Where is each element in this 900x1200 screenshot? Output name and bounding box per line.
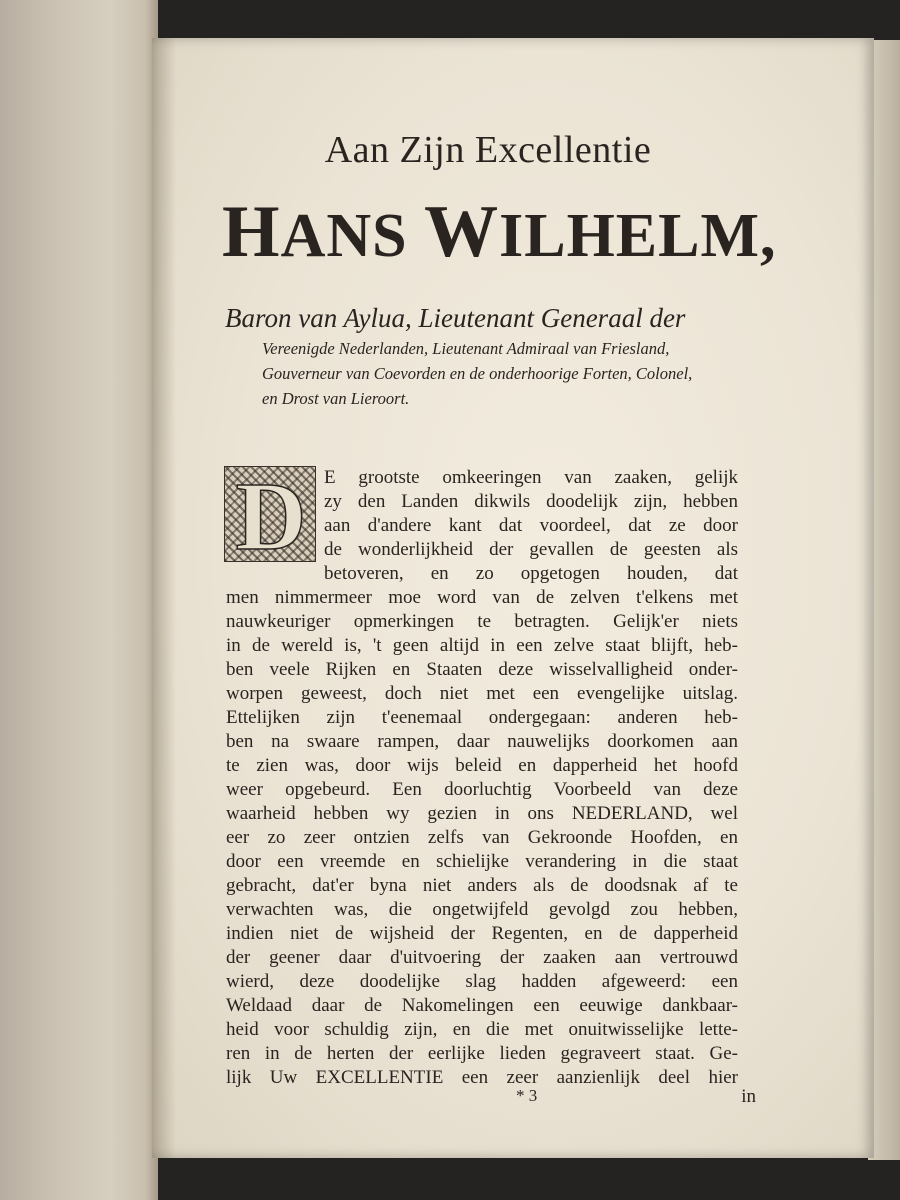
dedication-salutation: Aan Zijn Excellentie [324,129,652,171]
body-line: ren in de herten der eerlijke lieden gegraveert staat. Ge- [226,1043,738,1064]
body-line: aan d'andere kant dat voordeel, dat ze door [324,515,738,536]
name-first-rest: ANS [280,202,408,270]
body-line: heid voor schuldig zijn, en die met onuitwisselijke lette- [226,1019,738,1040]
body-text [226,466,738,1090]
body-line: der geener daar d'uitvoering der zaaken aan vertrouwd [226,947,738,968]
titles-block [262,336,742,411]
catchword: in [741,1086,756,1107]
body-line: Weldaad daar de Nakomelingen een eeuwige dankbaar- [226,995,738,1016]
body-line: men nimmermeer moe word van de zelven t'elkens met [226,587,738,608]
body-line: betoveren, en zo opgetogen houden, dat [324,563,738,584]
left-page-edge [0,0,158,1200]
body-line: in de wereld is, 't geen altijd in een zelve staat blijft, heb- [226,635,738,656]
dedicatee-name [222,190,777,275]
body-line: ben veele Rijken en Staaten deze wisselvalligheid onder- [226,659,738,680]
body-line: verwachten was, die ongetwijfeld gevolgd zou hebben, [226,899,738,920]
body-line: gebracht, dat'er byna niet anders als de doodsnak af te [226,875,738,896]
body-line: wierd, deze doodelijke slag hadden afgeweerd: een [226,971,738,992]
body-line: waarheid hebben wy gezien in ons NEDERLAND, wel [226,803,738,824]
body-line: door een vreemde en schielijke verandering in die staat [226,851,738,872]
page-footer [516,1086,756,1116]
titles-main: Baron van Aylua, Lieutenant Generaal der [225,303,686,333]
name-first-initial: H [222,191,281,273]
body-line: Ettelijken zijn t'eenemaal ondergegaan: anderen heb- [226,707,738,728]
body-line: nauwkeuriger opmerkingen te betragten. Gelijk'er niets [226,611,738,632]
drop-cap-letter: D [235,463,307,571]
body-line: weer opgebeurd. Een doorluchtig Voorbeeld van deze [226,779,738,800]
body-line: te zien was, door wijs beleid en dapperheid het hoofd [226,755,738,776]
body-line: indien niet de wijsheid der Regenten, en de dapperheid [226,923,738,944]
body-line: E grootste omkeeringen van zaaken, gelijk [324,467,738,488]
body-line: lijk Uw EXCELLENTIE een zeer aanzienlijk deel hier [226,1067,738,1088]
body-line: worpen geweest, doch niet met een evengelijke uitslag. [226,683,738,704]
body-line: eer zo zeer ontzien zelfs van Gekroonde Hoofden, en [226,827,738,848]
titles-line: Vereenigde Nederlanden, Lieutenant Admiraal van Friesland, [262,339,670,358]
titles-line: Gouverneur van Coevorden en de onderhoorige Forten, Colonel, [262,364,693,383]
titles-line: en Drost van Lieroort. [262,389,410,408]
body-line: ben na swaare rampen, daar nauwelijks doorkomen aan [226,731,738,752]
body-line: de wonderlijkheid der gevallen de geesten als [324,539,738,560]
name-second-rest: ILHELM, [499,202,777,270]
name-second-initial: W [424,191,500,273]
signature-mark: * 3 [516,1086,538,1105]
body-line: zy den Landen dikwils doodelijk zijn, hebben [324,491,738,512]
page-gutter-shadow [152,38,176,1158]
